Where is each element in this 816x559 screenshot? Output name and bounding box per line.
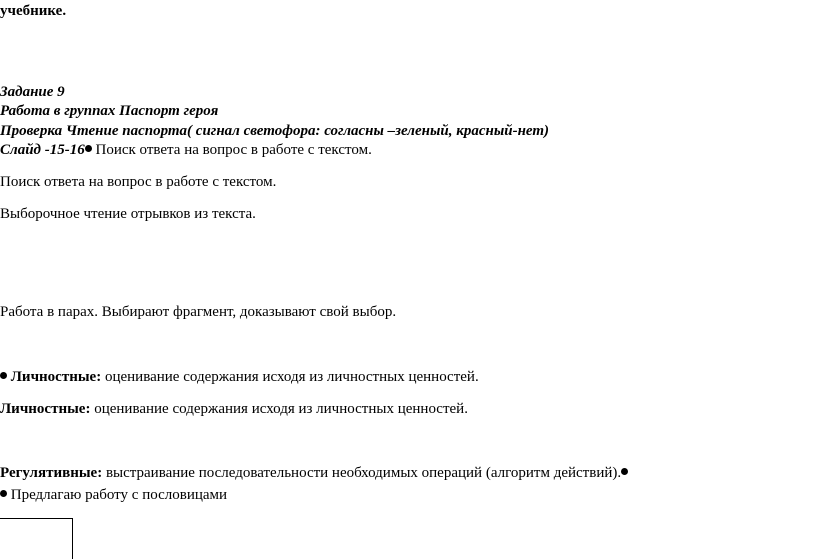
selective-reading-line: Выборочное чтение отрывков из текста. — [0, 206, 256, 222]
regulative-label: Регулятивные: — [0, 465, 103, 481]
group-work-line: Работа в группах Паспорт героя — [0, 103, 219, 119]
personal-line — [0, 400, 468, 418]
task-heading: Задание 9 — [0, 84, 65, 100]
slide-label: Слайд -15-16 — [0, 142, 85, 158]
personal-text-2: оценивание содержания исходя из личностных ценностей. — [90, 401, 468, 417]
regulative-text: выстраивание последовательности необходимых операций (алгоритм действий). — [102, 465, 622, 481]
bullet-icon — [621, 468, 628, 475]
personal-label-2: Личностные: — [0, 401, 91, 417]
pair-work-line: Работа в парах. Выбирают фрагмент, доказывают свой выбор. — [0, 304, 397, 320]
personal-bullet-line — [0, 368, 479, 386]
personal-text: оценивание содержания исходя из личностных ценностей. — [101, 369, 479, 385]
slide-line — [0, 141, 372, 159]
proverbs-text: Предлагаю работу с пословицами — [7, 487, 228, 503]
regulative-line — [0, 464, 628, 482]
search-answer-line: Поиск ответа на вопрос в работе с текстом. — [0, 174, 277, 190]
proverbs-line — [0, 486, 227, 504]
bullet-icon — [85, 145, 92, 152]
bullet-icon — [0, 372, 7, 379]
text-line-top: учебнике. — [0, 3, 67, 19]
slide-text: Поиск ответа на вопрос в работе с текстом. — [91, 142, 372, 158]
check-line: Проверка Чтение паспорта( сигнал светофора: согласны –зеленый, красный-нет) — [0, 123, 550, 139]
bullet-icon — [0, 490, 7, 497]
table-cell-corner — [0, 518, 73, 559]
personal-label: Личностные: — [10, 369, 102, 385]
